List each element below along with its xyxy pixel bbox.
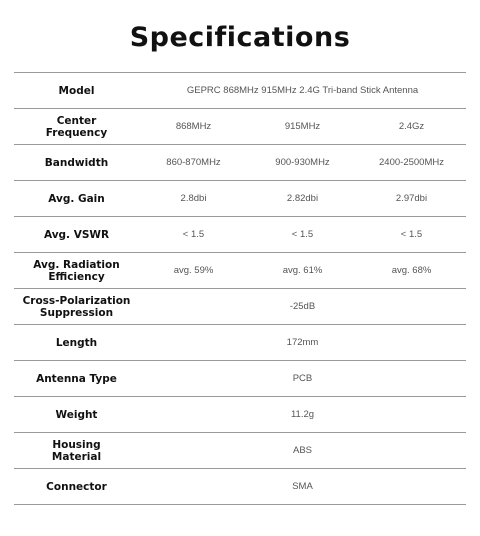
spec-value: -25dB [289, 301, 316, 312]
spec-label: Center Frequency [45, 114, 108, 139]
spec-value: 860-870MHz [166, 157, 221, 168]
spec-value: < 1.5 [291, 229, 314, 240]
spec-value: 2.97dbi [395, 193, 428, 204]
spec-values [139, 85, 466, 96]
spec-row [14, 361, 466, 397]
spec-value: SMA [292, 481, 313, 492]
spec-values [139, 445, 466, 456]
spec-values [139, 409, 466, 420]
spec-label: Connector [46, 480, 107, 493]
spec-value: 2.4Gz [398, 121, 425, 132]
spec-row [14, 433, 466, 469]
spec-label: Cross-Polarization Suppression [22, 294, 131, 319]
spec-values [139, 481, 466, 492]
spec-value: 868MHz [175, 121, 212, 132]
spec-row [14, 325, 466, 361]
spec-values [139, 121, 466, 132]
spec-label: Avg. Radiation Efficiency [33, 258, 120, 283]
spec-values [139, 229, 466, 240]
spec-row [14, 109, 466, 145]
spec-value: < 1.5 [400, 229, 423, 240]
spec-values [139, 265, 466, 276]
spec-value: PCB [292, 373, 313, 384]
spec-values [139, 373, 466, 384]
spec-row [14, 289, 466, 325]
spec-row [14, 73, 466, 109]
spec-row [14, 469, 466, 505]
spec-value: avg. 59% [173, 265, 214, 276]
spec-value: GEPRC 868MHz 915MHz 2.4G Tri-band Stick Antenna [186, 85, 419, 96]
page-title: Specifications [129, 22, 351, 53]
spec-value: avg. 68% [391, 265, 432, 276]
spec-row [14, 397, 466, 433]
spec-label: Model [58, 84, 95, 97]
spec-value: 11.2g [290, 409, 315, 420]
spec-row [14, 253, 466, 289]
spec-value: 900-930MHz [275, 157, 330, 168]
spec-label: Weight [55, 408, 98, 421]
spec-row [14, 181, 466, 217]
spec-value: 2.82dbi [286, 193, 319, 204]
spec-label: Antenna Type [36, 372, 117, 385]
spec-values [139, 157, 466, 168]
spec-values [139, 337, 466, 348]
spec-row [14, 217, 466, 253]
spec-label: Housing Material [51, 438, 102, 463]
spec-value: 2400-2500MHz [379, 157, 444, 168]
spec-label: Length [55, 336, 98, 349]
spec-value: 172mm [286, 337, 319, 348]
spec-value: avg. 61% [282, 265, 323, 276]
spec-values [139, 193, 466, 204]
spec-value: 2.8dbi [180, 193, 207, 204]
spec-row [14, 145, 466, 181]
spec-label: Avg. VSWR [43, 228, 110, 241]
spec-value: ABS [292, 445, 312, 456]
spec-label: Avg. Gain [48, 192, 105, 205]
spec-value: 915MHz [284, 121, 321, 132]
spec-table [14, 72, 466, 505]
spec-label: Bandwidth [44, 156, 109, 169]
spec-value: < 1.5 [182, 229, 205, 240]
spec-values [139, 301, 466, 312]
